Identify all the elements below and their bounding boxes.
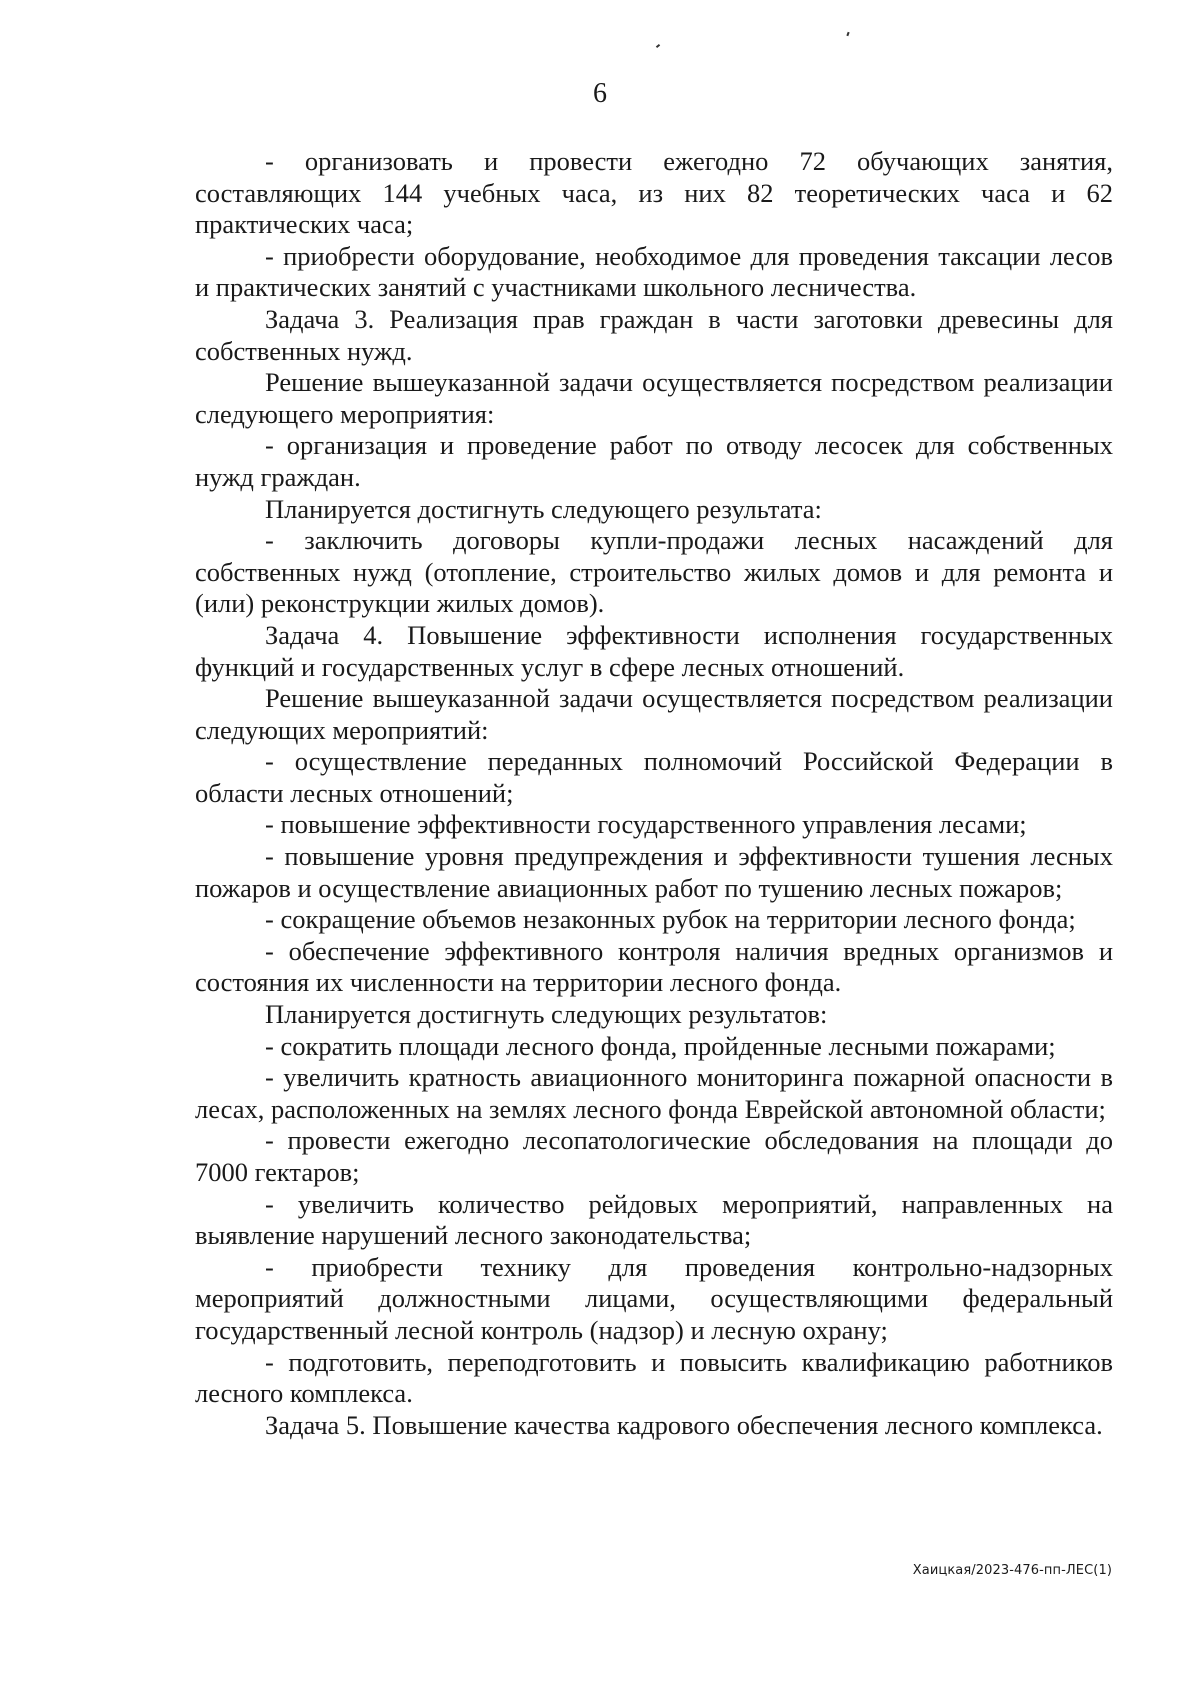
paragraph: - увеличить кратность авиационного мониторинга пожарной опасности в лесах, расположенных на землях лесного фонда Еврейской автономной области; [195,1062,1113,1124]
paragraph: - организация и проведение работ по отводу лесосек для собственных нужд граждан. [195,430,1113,492]
paragraph: Задача 4. Повышение эффективности исполнения государственных функций и государственных услуг в сфере лесных отношений. [195,619,1113,682]
scan-speck-mark [656,44,660,48]
paragraph: - осуществление переданных полномочий Российской Федерации в области лесных отношений; [195,746,1113,808]
paragraph: Решение вышеуказанной задачи осуществляется посредством реализации следующего мероприятия: [195,367,1113,429]
paragraph: Планируется достигнуть следующих результатов: [265,999,828,1030]
paragraph: - подготовить, переподготовить и повысить квалификацию работников лесного комплекса. [195,1346,1113,1409]
paragraph: Задача 5. Повышение качества кадрового обеспечения лесного комплекса. [265,1409,1103,1440]
document-footer-code: Хаицкая/2023-476-пп-ЛЕС(1) [912,1563,1112,1578]
paragraph: - повышение уровня предупреждения и эффективности тушения лесных пожаров и осуществление авиационных работ по тушению лесных пожаров; [195,841,1113,903]
paragraph: - заключить договоры купли-продажи лесных насаждений для собственных нужд (отопление, строительство жилых домов и для ремонта и (или) реконструкции жилых домов). [195,525,1113,619]
paragraph: - провести ежегодно лесопатологические обследования на площади до 7000 гектаров; [195,1125,1113,1187]
paragraph: Решение вышеуказанной задачи осуществляется посредством реализации следующих мероприятий: [195,683,1113,745]
paragraph: - обеспечение эффективного контроля наличия вредных организмов и состояния их численности на территории лесного фонда. [195,935,1113,998]
paragraph: - организовать и провести ежегодно 72 обучающих занятия, составляющих 144 учебных часа, из них 82 теоретических часа и 62 практических часа; [195,146,1113,240]
paragraph: - сократить площади лесного фонда, пройденные лесными пожарами; [265,1030,1056,1061]
paragraph: - приобрести оборудование, необходимое для проведения таксации лесов и практических занятий с участниками школьного лесничества. [195,240,1113,303]
page-number: 6 [593,78,607,109]
paragraph: Планируется достигнуть следующего результата: [265,493,822,524]
paragraph: Задача 3. Реализация прав граждан в части заготовки древесины для собственных нужд. [195,303,1113,366]
scan-speck-mark [846,32,849,36]
paragraph: - приобрести технику для проведения контрольно-надзорных мероприятий должностными лицами, осуществляющими федеральный государственный лесной контроль (надзор) и лесную охрану; [195,1251,1113,1345]
document-body [195,146,1113,1441]
paragraph: - увеличить количество рейдовых мероприятий, направленных на выявление нарушений лесного законодательства; [195,1188,1113,1251]
paragraph: - повышение эффективности государственного управления лесами; [265,809,1027,840]
paragraph: - сокращение объемов незаконных рубок на территории лесного фонда; [265,904,1076,935]
